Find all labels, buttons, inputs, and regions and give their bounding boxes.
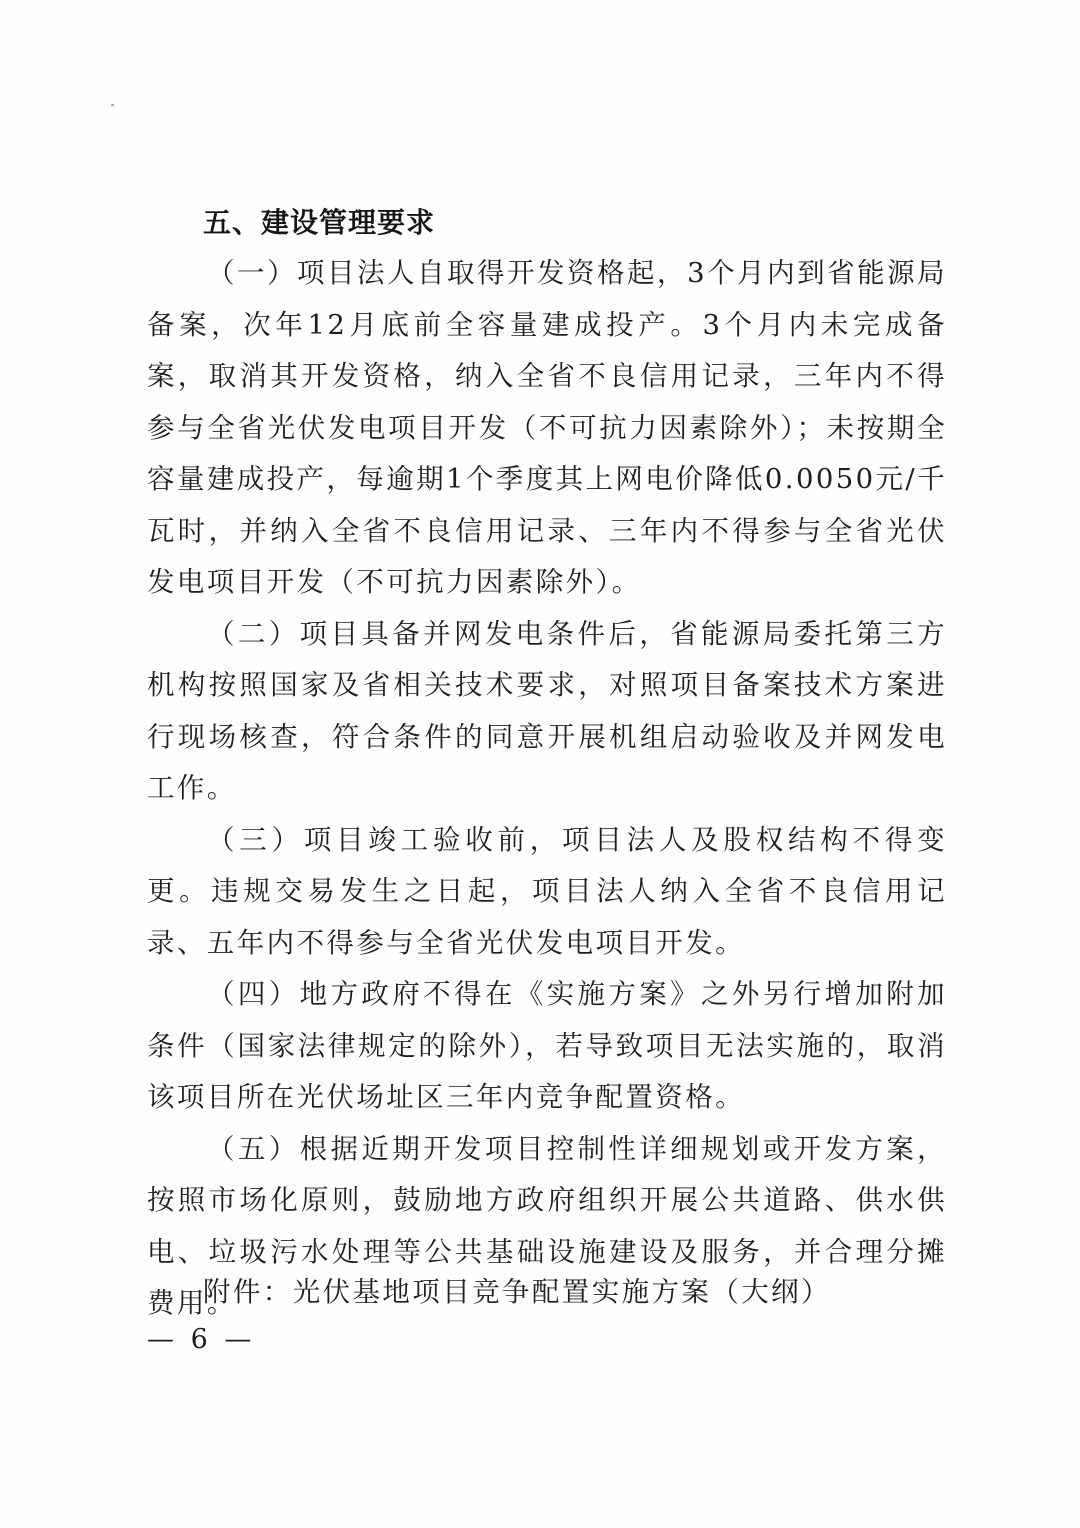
paragraph-1: （一）项目法人自取得开发资格起，3个月内到省能源局备案，次年12月底前全容量建成投产。3个月内未完成备案，取消其开发资格，纳入全省不良信用记录，三年内不得参与全省光伏发电项目开发（不可抗力因素除外）；未按期全容量建成投产，每逾期1个季度其上网电价降低0.0050元/千瓦时，并纳入全省不良信用记录、三年内不得参与全省光伏发电项目开发（不可抗力因素除外）。 bbox=[147, 257, 947, 598]
scan-speck bbox=[111, 103, 115, 106]
page-number: — 6 — bbox=[147, 1324, 256, 1355]
paragraph-4: （四）地方政府不得在《实施方案》之外另行增加附加条件（国家法律规定的除外），若导致项目无法实施的，取消该项目所在光伏场址区三年内竞争配置资格。 bbox=[147, 978, 947, 1113]
document-body bbox=[147, 198, 947, 1330]
section-heading: 五、建设管理要求 bbox=[203, 206, 436, 239]
paragraph-2: （二）项目具备并网发电条件后，省能源局委托第三方机构按照国家及省相关技术要求，对照项目备案技术方案进行现场核查，符合条件的同意开展机组启动验收及并网发电工作。 bbox=[147, 617, 947, 804]
attachment-note: 附件：光伏基地项目竞争配置实施方案（大纲） bbox=[203, 1276, 831, 1308]
paragraph-3: （三）项目竣工验收前，项目法人及股权结构不得变更。违规交易发生之日起，项目法人纳入全省不良信用记录、五年内不得参与全省光伏发电项目开发。 bbox=[147, 823, 947, 959]
paragraph-5: （五）根据近期开发项目控制性详细规划或开发方案，按照市场化原则，鼓励地方政府组织开展公共道路、供水供电、垃圾污水处理等公共基础设施建设及服务，并合理分摊费用。 bbox=[147, 1132, 947, 1319]
